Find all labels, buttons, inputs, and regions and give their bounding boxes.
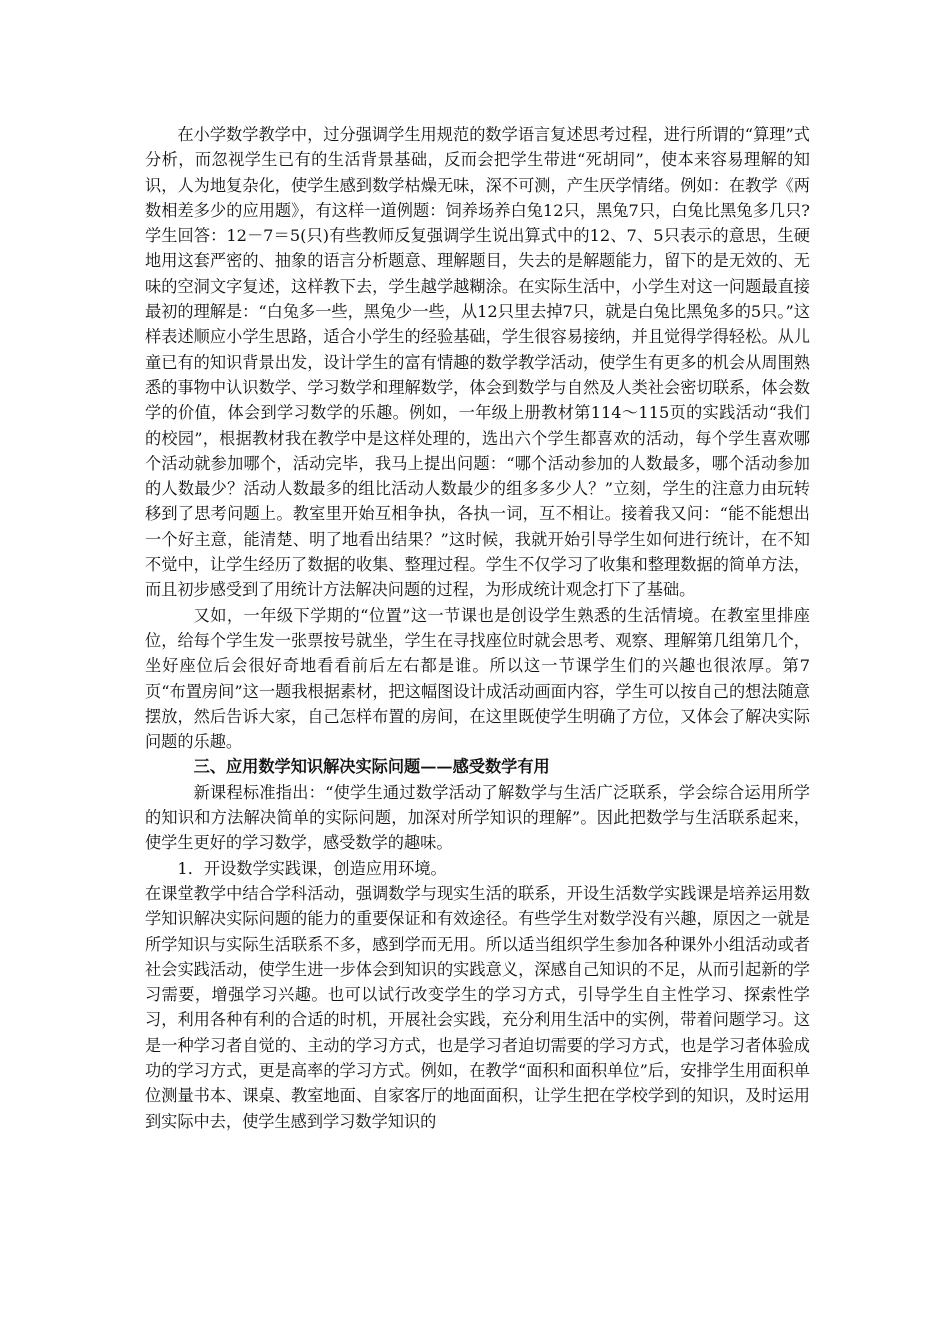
sub-heading: 1．开设数学实践课，创造应用环境。 [177,858,447,878]
document-body [145,122,810,1134]
paragraph-4: 在课堂教学中结合学科活动，强调数学与现实生活的联系，开设生活数学实践课是培养运用数学知识解决实际问题的能力的重要保证和有效途径。有些学生对数学没有兴趣，原因之一就是所学知识与实际生活联系不多，感到学而无用。所以适当组织学生参加各种课外小组活动或者社会实践活动，使学生进一步体会到知识的实践意义，深感自己知识的不足，从而引起新的学习需要，增强学习兴趣。也可以试行改变学生的学习方式，引导学生自主性学习、探索性学习，利用各种有利的合适的时机，开展社会实践，充分利用生活中的实例，带着问题学习。这是一种学习者自觉的、主动的学习方式，也是学习者迫切需要的学习方式，也是学习者体验成功的学习方式，更是高率的学习方式。例如，在教学“面积和面积单位”后，安排学生用面积单位测量书本、课桌、教室地面、自家客厅的地面面积，让学生把在学校学到的知识，及时运用到实际中去，使学生感到学习数学知识的 [145,883,810,1131]
paragraph-1: 在小学数学教学中，过分强调学生用规范的数学语言复述思考过程，进行所谓的“算理”式分析，而忽视学生已有的生活背景基础，反而会把学生带进“死胡同”，使本来容易理解的知识，人为地复杂化，使学生感到数学枯燥无味，深不可测，产生厌学情绪。例如：在教学《两数相差多少的应用题》，有这样一道例题：饲养场养白兔12只，黑兔7只，白兔比黑兔多几只?学生回答：12－7＝5(只)有些教师反复强调学生说出算式中的12、7、5只表示的意思，生硬地用这套严密的、抽象的语言分析题意、理解题目，失去的是解题能力，留下的是无效的、无味的空洞文字复述，这样教下去，学生越学越糊涂。在实际生活中，小学生对这一问题最直接最初的理解是：“白兔多一些，黑兔少一些，从12只里去掉7只，就是白兔比黑兔多的5只。”这样表述顺应小学生思路，适合小学生的经验基础，学生很容易接纳，并且觉得学得轻松。从儿童已有的知识背景出发，设计学生的富有情趣的数学教学活动，使学生有更多的机会从周围熟悉的事物中认识数学、学习数学和理解数学，体会到数学与自然及人类社会密切联系，体会数学的价值，体会到学习数学的乐趣。例如，一年级上册教材第114～115页的实践活动“我们的校园”，根据教材我在教学中是这样处理的，选出六个学生都喜欢的活动，每个学生喜欢哪个活动就参加哪个，活动完毕，我马上提出问题：“哪个活动参加的人数最多，哪个活动参加的人数最少？活动人数最多的组比活动人数最少的组多多少人？”立刻，学生的注意力由玩转移到了思考问题上。教室里开始互相争执，各执一词，互不相让。接着我又问：“能不能想出一个好主意，能清楚、明了地看出结果？”这时候，我就开始引导学生如何进行统计，在不知不觉中，让学生经历了数据的收集、整理过程。学生不仅学习了收集和整理数据的简单方法，而且初步感受到了用统计方法解决问题的过程，为形成统计观念打下了基础。 [145,125,810,600]
paragraph-2: 又如，一年级下学期的“位置”这一节课也是创设学生熟悉的生活情境。在教室里排座位，给每个学生发一张票按号就坐，学生在寻找座位时就会思考、观察、理解第几组第几个，坐好座位后会很好奇地看看前后左右都是谁。所以这一节课学生们的兴趣也很浓厚。第7页“布置房间”这一题我根据素材，把这幅图设计成活动画面内容，学生可以按自己的想法随意摆放，然后告诉大家，自己怎样布置的房间，在这里既使学生明确了方位，又体会了解决实际问题的乐趣。 [145,605,810,752]
section-heading: 三、应用数学知识解决实际问题——感受数学有用 [193,757,550,777]
paragraph-3: 新课程标准指出：“使学生通过数学活动了解数学与生活广泛联系，学会综合运用所学的知识和方法解决简单的实际问题，加深对所学知识的理解”。因此把数学与生活联系起来，使学生更好的学习数学，感受数学的趣味。 [145,782,810,853]
